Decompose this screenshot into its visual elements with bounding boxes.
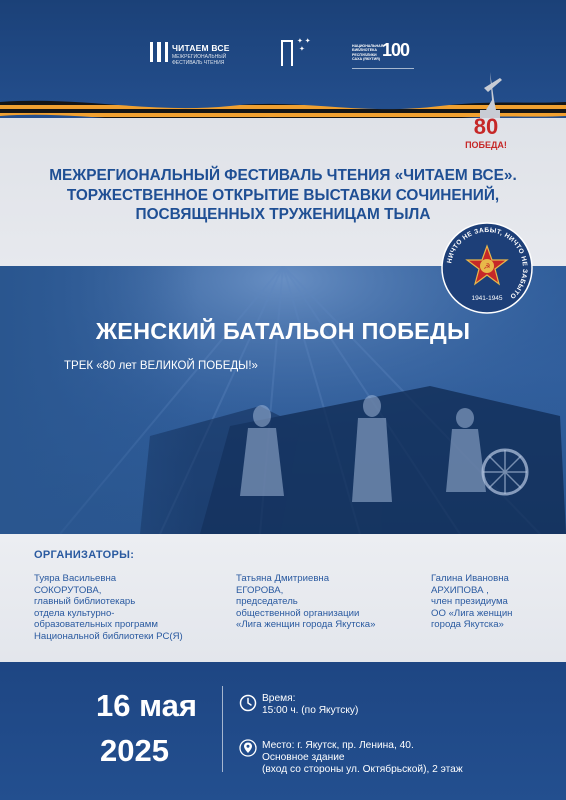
emblem-word: ПОБЕДА! [465, 140, 507, 150]
national-library-logo [352, 40, 422, 74]
divider [222, 686, 223, 772]
organizer-line: отдела культурно- [34, 607, 115, 619]
library-logo-years: 100 [382, 40, 410, 60]
badge-ring-text: НИЧТО НЕ ЗАБЫТ, НИЧТО НЕ ЗАБЫТО [446, 226, 529, 300]
organizer-card [34, 573, 183, 643]
year-logo [281, 40, 323, 74]
book-icon [150, 42, 168, 62]
monument-icon [281, 40, 293, 66]
victory-badge [441, 222, 533, 314]
place-line: Основное здание [262, 752, 345, 764]
hammer-sickle-icon: ☭ [483, 262, 491, 271]
clock-icon [239, 694, 257, 712]
victory-80-emblem [456, 70, 516, 156]
hero-title: ЖЕНСКИЙ БАТАЛЬОН ПОБЕДЫ [95, 318, 471, 344]
library-logo-text: НАЦИОНАЛЬНАЯ БИБЛИОТЕКА РЕСПУБЛИКИ САХА (ЯКУТИЯ) [352, 44, 384, 61]
chitaem-logo-subtitle: МЕЖРЕГИОНАЛЬНЫЙ ФЕСТИВАЛЬ ЧТЕНИЯ [172, 54, 227, 66]
organizer-line: общественной организации [236, 607, 360, 619]
chitaem-vse-logo [150, 40, 246, 74]
organizers-heading: ОРГАНИЗАТОРЫ: [34, 549, 135, 561]
organizer-line: «Лига женщин города Якутска» [236, 619, 376, 631]
chitaem-logo-title: ЧИТАЕМ ВСЕ [172, 43, 230, 53]
place-line: Место: г. Якутск, пр. Ленина, 40. [262, 740, 414, 751]
emblem-number: 80 [473, 114, 499, 139]
logo-underline [352, 68, 414, 69]
event-title-line: ПОСВЯЩЕННЫХ ТРУЖЕНИЦАМ ТЫЛА [135, 206, 431, 223]
badge-years: 1941-1945 [471, 295, 503, 302]
organizer-line: Национальной библиотеки РС(Я) [34, 630, 183, 642]
event-title [40, 166, 526, 225]
event-title-line: МЕЖРЕГИОНАЛЬНЫЙ ФЕСТИВАЛЬ ЧТЕНИЯ «ЧИТАЕМ ВСЕ». [49, 167, 517, 184]
organizer-line: главный библиотекарь [34, 596, 136, 608]
event-details-band [0, 662, 566, 800]
organizer-line: Туяра Васильевна [34, 573, 117, 584]
organizer-line: города Якутска» [431, 619, 504, 631]
track-title: ТРЕК «80 лет ВЕЛИКОЙ ПОБЕДЫ!» [64, 360, 258, 372]
partner-logos [0, 40, 566, 74]
organizer-card [236, 573, 375, 631]
location-pin-icon [239, 739, 257, 757]
organizer-line: АРХИПОВА , [431, 584, 489, 596]
event-date-year: 2025 [100, 733, 169, 768]
event-title-line: ТОРЖЕСТВЕННОЕ ОТКРЫТИЕ ВЫСТАВКИ СОЧИНЕНИЙ, [66, 186, 500, 204]
stars-icon: ✦ ✦ ✦ [297, 38, 311, 53]
organizer-line: ОО «Лига женщин [431, 607, 513, 619]
organizer-line: председатель [236, 596, 298, 608]
organizer-line: СОКОРУТОВА, [34, 584, 102, 596]
organizer-line: ЕГОРОВА, [236, 584, 284, 596]
event-date-day: 16 мая [96, 688, 197, 723]
time-value: 15:00 ч. (по Якутску) [262, 705, 359, 717]
event-place [262, 740, 463, 777]
organizer-line: член президиума [431, 596, 508, 608]
event-time [262, 693, 358, 717]
organizer-line: Татьяна Дмитриевна [236, 573, 330, 584]
organizer-line: Галина Ивановна [431, 573, 509, 584]
organizer-line: образовательных программ [34, 619, 158, 631]
place-line: (вход со стороны ул. Октябрьской), 2 этаж [262, 764, 463, 776]
organizer-card [431, 573, 512, 631]
time-label: Время: [262, 693, 296, 704]
